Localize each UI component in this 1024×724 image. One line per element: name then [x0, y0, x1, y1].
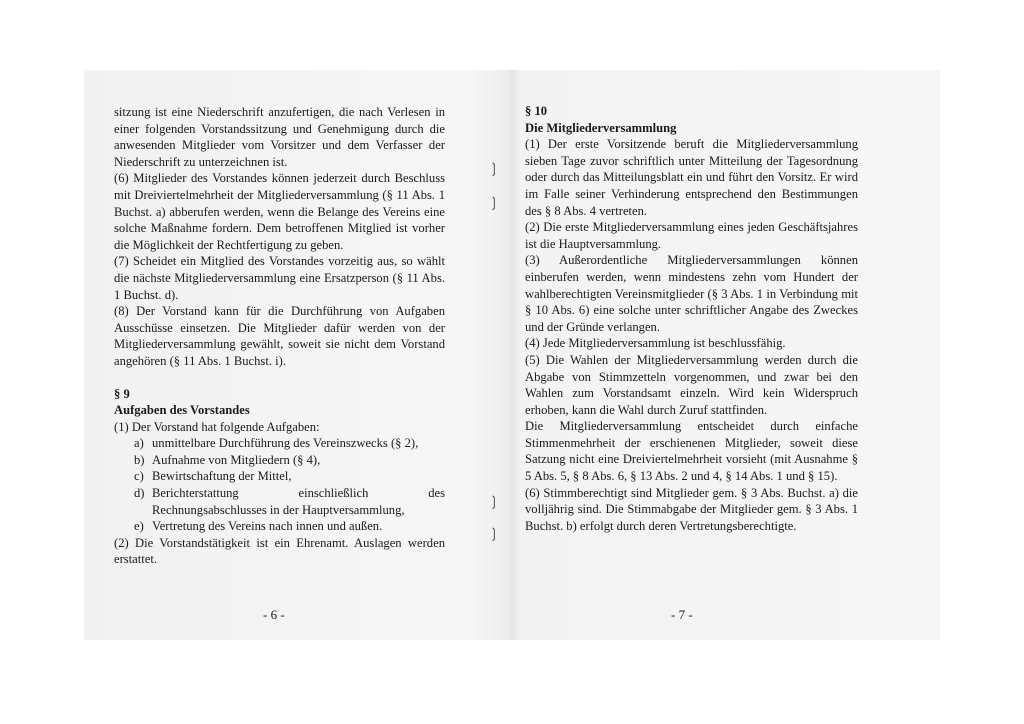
- paragraph: sitzung ist eine Niederschrift anzufertigen, die nach Verlesen in einer folgenden Vorstandssitzung und Genehmigung durch die anwesenden Mitglieder vom Vorsitzer und dem Verfasser der Niederschrift zu unterzeichnen ist.: [114, 105, 445, 169]
- staple-mark: ❳: [488, 162, 500, 177]
- paragraph: (2) Die Vorstandstätigkeit ist ein Ehrenamt. Auslagen werden erstattet.: [114, 535, 445, 567]
- paragraph: (1) Der Vorstand hat folgende Aufgaben:: [114, 419, 320, 434]
- section-title: Die Mitgliederversammlung: [525, 120, 677, 135]
- paragraph: (5) Die Wahlen der Mitgliederversammlung werden durch die Abgabe von Stimmzetteln vorgenommen, und zwar bei den Wahlen zum Vorstandsamt einzeln. Wird kein Widerspruch erhoben, kann die Wahl durch Zuruf stattfinden.: [525, 352, 858, 417]
- item-mark: b): [134, 452, 145, 467]
- list-item: [114, 468, 445, 485]
- item-mark: e): [134, 519, 144, 534]
- paragraph: Die Mitgliederversammlung entscheidet durch einfache Stimmenmehrheit der erschienenen Mitglieder, soweit diese Satzung nicht eine Dreiviertelmehrheit vorsieht (mit Ausnahme § 5 Abs. 5, § 8 Abs. 6, § 13 Abs. 2 und 4, § 14 Abs. 1 und § 15).: [525, 419, 858, 484]
- paragraph: (7) Scheidet ein Mitglied des Vorstandes vorzeitig aus, so wählt die nächste Mitgliederversammlung eine Ersatzperson (§ 11 Abs. 1 Buchst. d).: [114, 254, 445, 302]
- item-text: unmittelbare Durchführung des Vereinszwecks (§ 2),: [152, 436, 419, 451]
- staple-mark: ❳: [488, 495, 500, 510]
- list-item: [114, 452, 445, 469]
- paragraph: (6) Stimmberechtigt sind Mitglieder gem. § 3 Abs. Buchst. a) die volljährig sind. Die Stimmabgabe der Mitglieder gem. § 3 Abs. 1 Buchst. b) erfolgt durch deren Vertretungsberechtigte.: [525, 485, 858, 533]
- paragraph: (1) Der erste Vorsitzende beruft die Mitgliederversammlung sieben Tage zuvor schriftlich unter Mitteilung der Tagesordnung oder durch das Mitteilungsblatt ein und führt den Vorsitz. Er wird im Falle seiner Verhinderung entsprechend den Bestimmungen des § 8 Abs. 4 vertreten.: [525, 137, 858, 218]
- page-number-left: - 6 -: [263, 607, 285, 622]
- section-number: § 10: [525, 104, 548, 118]
- task-list: [114, 435, 445, 535]
- paragraph: (2) Die erste Mitgliederversammlung eines jeden Geschäftsjahres ist die Hauptversammlung.: [525, 220, 858, 251]
- paragraph: (6) Mitglieder des Vorstandes können jederzeit durch Beschluss mit Dreiviertelmehrheit der Mitgliederversammlung (§ 11 Abs. 1 Buchst. a) abberufen werden, wenn die Belange des Vereins eine solche Maßnahme fordern. Dem betroffenen Mitglied ist vorher die Möglichkeit der Rechtfertigung zu geben.: [114, 171, 445, 252]
- paragraph: (4) Jede Mitgliederversammlung ist beschlussfähig.: [525, 336, 786, 351]
- item-mark: a): [134, 436, 144, 451]
- list-item: [114, 518, 445, 535]
- list-item: [114, 435, 445, 452]
- right-page: [525, 103, 858, 534]
- left-page: [114, 104, 445, 568]
- item-mark: c): [134, 469, 144, 484]
- paragraph: (3) Außerordentliche Mitgliederversammlungen können einberufen werden, wenn mindestens zehn vom Hundert der wahlberechtigten Vereinsmitglieder (§ 3 Abs. 1 in Verbindung mit § 10 Abs. 6) eine solche unter schriftlicher Angabe des Zweckes und der Gründe verlangen.: [525, 253, 858, 334]
- section-title: Aufgaben des Vorstandes: [114, 403, 250, 418]
- item-text: Berichterstattung einschließlich des Rechnungsabschlusses in der Hauptversammlung,: [152, 486, 445, 517]
- paragraph: (8) Der Vorstand kann für die Durchführung von Aufgaben Ausschüsse einsetzen. Die Mitglieder dafür werden von der Mitgliederversammlung gewählt, soweit sie nicht dem Vorstand angehören (§ 11 Abs. 1 Buchst. i).: [114, 304, 445, 368]
- spacer: [114, 370, 445, 386]
- item-mark: d): [134, 486, 145, 501]
- staple-mark: ❳: [488, 527, 500, 542]
- page-number-right: - 7 -: [671, 607, 693, 622]
- item-text: Aufnahme von Mitgliedern (§ 4),: [152, 452, 321, 467]
- item-text: Vertretung des Vereins nach innen und außen.: [152, 519, 383, 534]
- staple-mark: ❳: [488, 196, 500, 211]
- item-text: Bewirtschaftung der Mittel,: [152, 469, 292, 484]
- list-item: [114, 485, 445, 518]
- section-number: § 9: [114, 386, 130, 401]
